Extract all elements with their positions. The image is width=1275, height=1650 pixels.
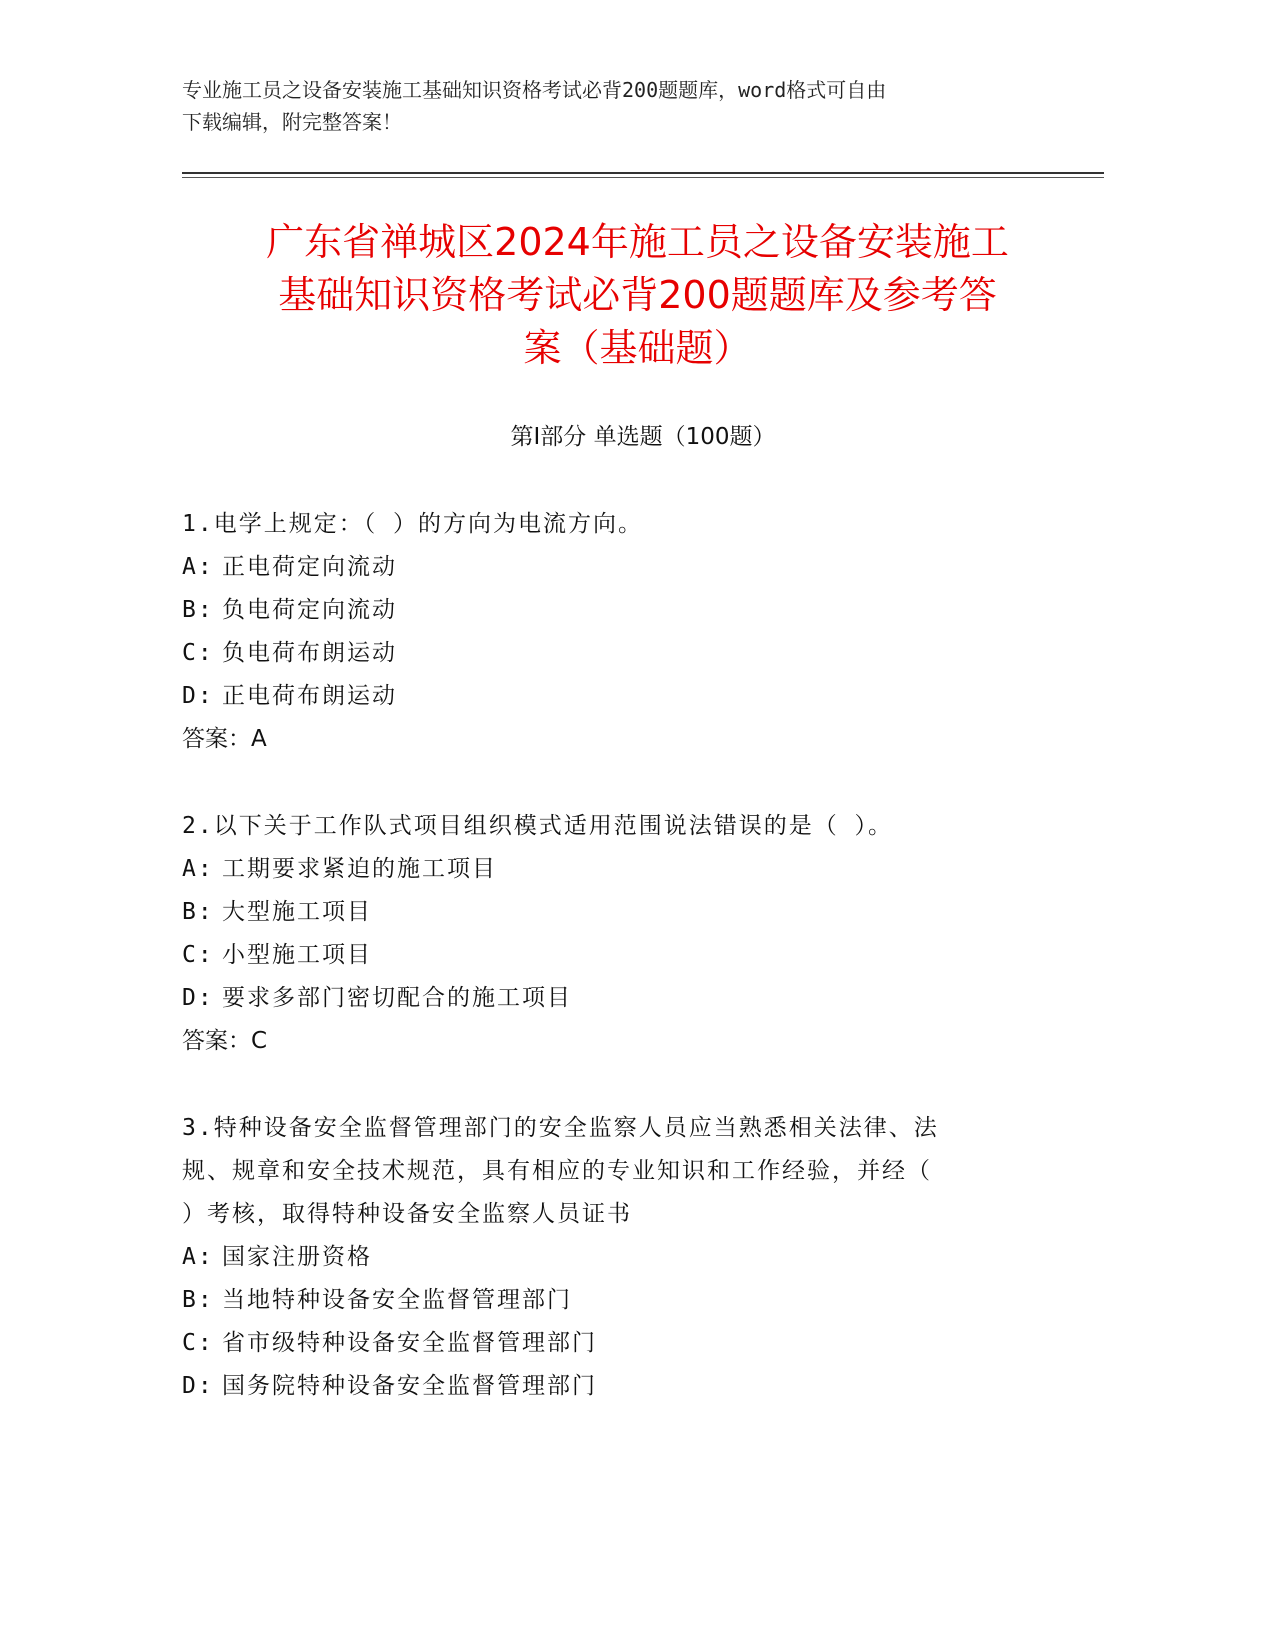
question-stem-line: 3.特种设备安全监督管理部门的安全监察人员应当熟悉相关法律、法 [182,1115,939,1141]
section-heading: 第Ⅰ部分 单选题（100题） [510,424,776,450]
option-text: 工期要求紧迫的施工项目 [222,856,497,882]
answer-option-a [182,1236,1042,1279]
answer-key: 答案：C [182,1028,268,1054]
option-letter: B: [182,1287,214,1313]
option-letter: D: [182,683,214,709]
question-item [182,503,1042,761]
option-letter: B: [182,899,214,925]
option-letter: D: [182,985,214,1011]
document-title [170,216,1105,375]
answer-option-a [182,848,1042,891]
option-letter: B: [182,597,214,623]
option-text: 正电荷定向流动 [222,554,397,580]
answer-option-c [182,632,1042,675]
document-title-line-1: 广东省禅城区2024年施工员之设备安装施工 [266,220,1009,264]
question-item [182,805,1042,1063]
question-stem-line: ）考核，取得特种设备安全监察人员证书 [182,1201,632,1227]
option-letter: C: [182,640,214,666]
option-letter: A: [182,1244,214,1270]
document-title-line-2: 基础知识资格考试必背200题题库及参考答 [278,273,997,317]
option-text: 国家注册资格 [222,1244,372,1270]
header-divider-thick [182,172,1104,174]
answer-key: 答案：A [182,726,267,752]
answer-option-b [182,891,1042,934]
option-text: 大型施工项目 [222,899,372,925]
question-stem: 2.以下关于工作队式项目组织模式适用范围说法错误的是（ ）。 [182,813,894,839]
option-text: 国务院特种设备安全监督管理部门 [222,1373,597,1399]
option-text: 负电荷定向流动 [222,597,397,623]
answer-option-d [182,675,1042,718]
option-text: 当地特种设备安全监督管理部门 [222,1287,572,1313]
option-letter: C: [182,1330,214,1356]
answer-option-c [182,934,1042,977]
option-text: 小型施工项目 [222,942,372,968]
answer-option-b [182,1279,1042,1322]
option-text: 省市级特种设备安全监督管理部门 [222,1330,597,1356]
answer-option-b [182,589,1042,632]
question-item [182,1107,1042,1408]
option-letter: D: [182,1373,214,1399]
question-list [182,503,1042,1452]
option-letter: C: [182,942,214,968]
answer-option-c [182,1322,1042,1365]
header-divider-thin [182,177,1104,178]
header-note-line-2: 下载编辑，附完整答案！ [182,110,402,134]
question-stem: 1.电学上规定：（ ）的方向为电流方向。 [182,511,644,537]
document-title-line-3: 案（基础题） [523,326,752,370]
option-letter: A: [182,554,214,580]
option-letter: A: [182,856,214,882]
header-note-line-1: 专业施工员之设备安装施工基础知识资格考试必背200题题库，word格式可自由 [182,78,887,102]
option-text: 要求多部门密切配合的施工项目 [222,985,572,1011]
question-stem-line: 规、规章和安全技术规范，具有相应的专业知识和工作经验，并经（ [182,1158,932,1184]
answer-option-a [182,546,1042,589]
header-note [182,74,1062,138]
answer-option-d [182,977,1042,1020]
option-text: 正电荷布朗运动 [222,683,397,709]
option-text: 负电荷布朗运动 [222,640,397,666]
answer-option-d [182,1365,1042,1408]
